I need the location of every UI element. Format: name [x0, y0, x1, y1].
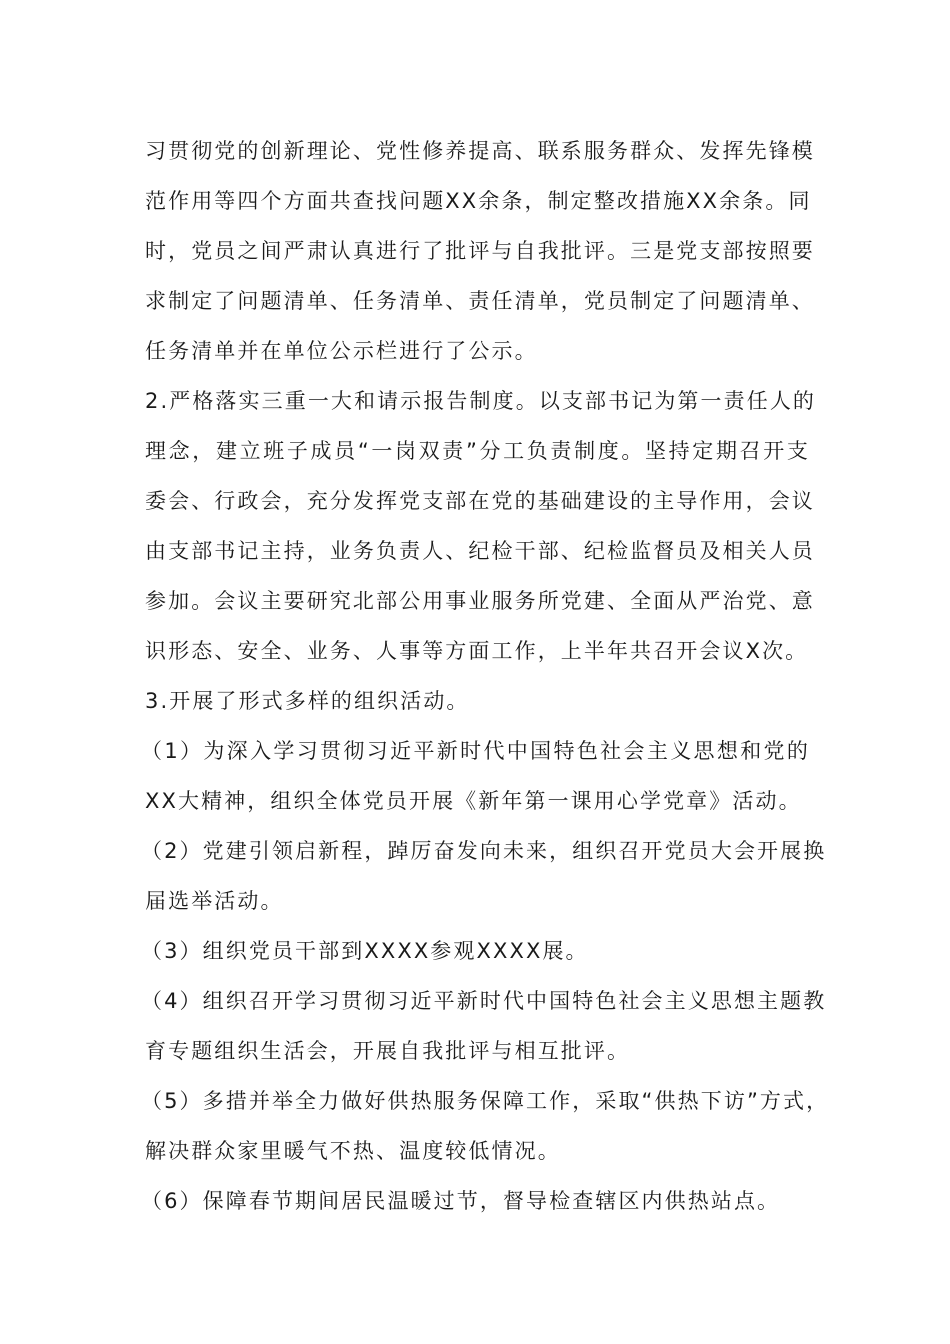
- paragraph-line: 由支部书记主持，业务负责人、纪检干部、纪检监督员及相关人员: [145, 539, 815, 563]
- list-item-5: （5）多措并举全力做好供热服务保障工作，采取“供热下访”方式，: [141, 1089, 830, 1113]
- document-body: [141, 126, 830, 1226]
- list-item-3: （3）组织党员干部到XXXX参观XXXX展。: [141, 939, 589, 963]
- list-item-1-continued: XX大精神，组织全体党员开展《新年第一课用心学党章》活动。: [145, 789, 802, 813]
- paragraph-line: 理念，建立班子成员“一岗双责”分工负责制度。坚持定期召开支: [145, 439, 810, 463]
- list-item-1: （1）为深入学习贯彻习近平新时代中国特色社会主义思想和党的: [141, 739, 810, 763]
- list-item-6: （6）保障春节期间居民温暖过节，督导检查辖区内供热站点。: [141, 1189, 781, 1213]
- list-item-4-continued: 育专题组织生活会，开展自我批评与相互批评。: [145, 1039, 631, 1063]
- paragraph-line: 识形态、安全、业务、人事等方面工作，上半年共召开会议X次。: [145, 639, 809, 663]
- paragraph-line: 习贯彻党的创新理论、党性修养提高、联系服务群众、发挥先锋模: [145, 139, 815, 163]
- list-item-4: （4）组织召开学习贯彻习近平新时代中国特色社会主义思想主题教: [141, 989, 827, 1013]
- paragraph-line: 范作用等四个方面共查找问题XX余条，制定整改措施XX余条。同: [145, 189, 812, 213]
- paragraph-line: 参加。会议主要研究北部公用事业服务所党建、全面从严治党、意: [145, 589, 815, 613]
- list-item-2-continued: 届选举活动。: [145, 889, 284, 913]
- section-heading-2: 2.严格落实三重一大和请示报告制度。以支部书记为第一责任人的: [145, 389, 817, 413]
- paragraph-line: 委会、行政会，充分发挥党支部在党的基础建设的主导作用，会议: [145, 489, 815, 513]
- list-item-5-continued: 解决群众家里暖气不热、温度较低情况。: [145, 1139, 561, 1163]
- paragraph-line: 时，党员之间严肃认真进行了批评与自我批评。三是党支部按照要: [145, 239, 815, 263]
- section-heading-3: 3.开展了形式多样的组织活动。: [145, 689, 470, 713]
- paragraph-line: 任务清单并在单位公示栏进行了公示。: [145, 339, 538, 363]
- paragraph-line: 求制定了问题清单、任务清单、责任清单，党员制定了问题清单、: [145, 289, 815, 313]
- list-item-2: （2）党建引领启新程，踔厉奋发向未来，组织召开党员大会开展换: [141, 839, 827, 863]
